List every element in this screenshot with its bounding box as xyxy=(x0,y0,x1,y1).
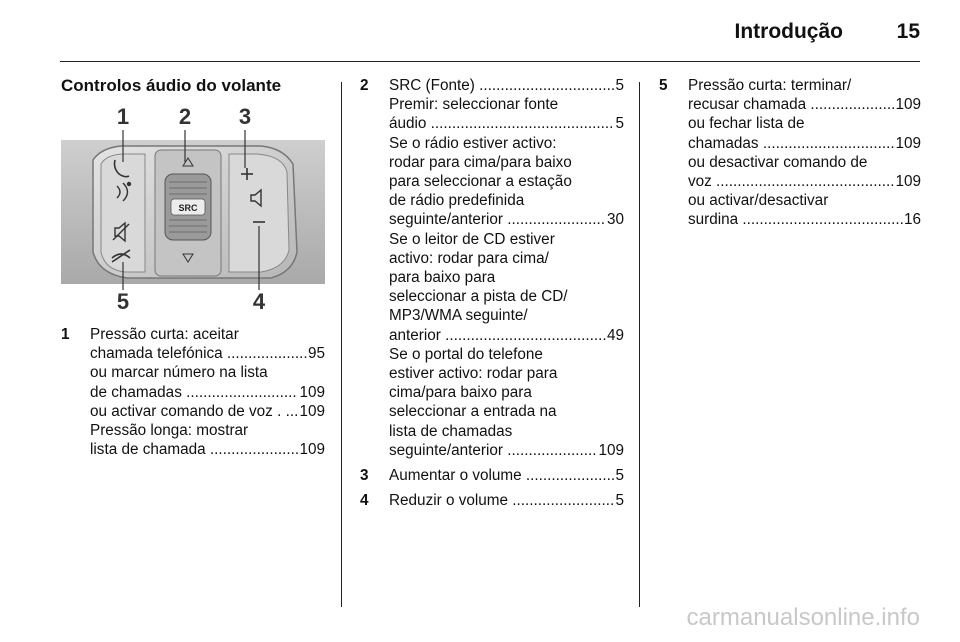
page-reference: 109 xyxy=(598,441,624,459)
legend-item-number: 5 xyxy=(659,77,668,94)
legend-line-text: Pressão curta: aceitar xyxy=(90,326,239,343)
page-reference: 109 xyxy=(299,441,325,459)
legend-item xyxy=(360,76,624,460)
legend-line-text: de rádio predefinida xyxy=(389,192,525,210)
legend-line-with-page-ref xyxy=(389,441,624,460)
legend-line-text: rodar para cima/para baixo xyxy=(389,153,572,171)
page-number: 15 xyxy=(896,20,920,43)
callout-label-5: 5 xyxy=(116,289,130,314)
legend-item xyxy=(360,491,624,510)
legend-line-text: recusar chamada ..... xyxy=(688,95,894,114)
src-button-label: SRC xyxy=(178,203,198,213)
legend-line-text: ou marcar número na lista xyxy=(90,364,268,382)
legend-line-with-page-ref xyxy=(389,466,624,485)
callout-label-4: 4 xyxy=(252,289,266,314)
legend-line-text: voz ..... xyxy=(688,172,894,191)
page-reference: 5 xyxy=(615,77,624,94)
legend-line-with-page-ref xyxy=(90,402,325,421)
page-header-title: Introdução xyxy=(734,20,843,43)
legend-item xyxy=(61,325,325,459)
legend-line-text: seguinte/anterior ..... xyxy=(389,210,606,229)
page-reference: 5 xyxy=(615,467,624,485)
legend-line-with-page-ref xyxy=(389,76,624,95)
legend-line-with-page-ref xyxy=(90,383,325,402)
callout-label-1: 1 xyxy=(116,104,130,129)
legend-line-text: para baixo para xyxy=(389,269,496,287)
legend-line-text: SRC (Fonte) ..... xyxy=(389,76,614,95)
legend-line-text: seleccionar a pista de CD/ xyxy=(389,288,568,306)
legend-line-text: Reduzir o volume ..... xyxy=(389,491,614,510)
header-rule xyxy=(60,61,920,62)
legend-line-text: seleccionar a entrada na xyxy=(389,403,557,421)
page-reference: 30 xyxy=(606,211,624,229)
legend-item-number: 2 xyxy=(360,77,369,94)
legend-line-text: chamadas ..... xyxy=(688,134,894,153)
callout-label-3: 3 xyxy=(238,104,252,129)
legend-line-with-page-ref xyxy=(389,114,624,133)
legend-line-with-page-ref xyxy=(389,491,624,510)
page-reference: 5 xyxy=(615,492,624,510)
legend-item xyxy=(360,466,624,485)
legend-line-text: Aumentar o volume ..... xyxy=(389,466,614,485)
legend-line-with-page-ref xyxy=(389,210,624,229)
legend-item xyxy=(659,76,921,230)
column-3 xyxy=(659,76,921,236)
legend-line-text: áudio ..... xyxy=(389,114,614,133)
page-reference: 109 xyxy=(895,134,921,152)
section-title: Controlos áudio do volante xyxy=(61,76,282,95)
legend-line-text: surdina ..... xyxy=(688,210,903,229)
legend-line-text: activo: rodar para cima/ xyxy=(389,249,549,267)
page-reference: 109 xyxy=(895,96,921,114)
steering-wheel-illustration xyxy=(61,102,325,316)
legend-line-text: lista de chamada ..... xyxy=(90,440,298,459)
legend-line-text: ou activar comando de voz . ..... xyxy=(90,402,298,421)
page-reference: 5 xyxy=(615,115,624,133)
page-reference: 49 xyxy=(606,326,624,344)
legend-line-text: ou desactivar comando de xyxy=(688,153,868,171)
column-divider-1 xyxy=(341,82,342,607)
watermark: carmanualsonline.info xyxy=(686,604,920,631)
legend-line-text: Se o portal do telefone xyxy=(389,345,543,363)
page-reference: 109 xyxy=(299,383,325,401)
legend-line-text: Se o leitor de CD estiver xyxy=(389,230,555,248)
legend-line-with-page-ref xyxy=(389,326,624,345)
callout-label-2: 2 xyxy=(178,104,192,129)
legend-line-text: Pressão curta: terminar/ xyxy=(688,77,852,94)
legend-line-text: chamada telefónica ..... xyxy=(90,344,307,363)
legend-line-text: Pressão longa: mostrar xyxy=(90,422,249,440)
legend-item-number: 3 xyxy=(360,467,369,485)
page-reference: 16 xyxy=(903,211,921,229)
steering-wheel-figure xyxy=(61,102,325,316)
legend-line-text: estiver activo: rodar para xyxy=(389,365,558,383)
legend-line-text: de chamadas ..... xyxy=(90,383,298,402)
column-divider-2 xyxy=(639,82,640,607)
legend-line-text: Premir: seleccionar fonte xyxy=(389,96,559,114)
legend-line-text: anterior ..... xyxy=(389,326,606,345)
legend-line-with-page-ref xyxy=(688,172,921,191)
legend-line-with-page-ref xyxy=(90,344,325,363)
legend-line-text: MP3/WMA seguinte/ xyxy=(389,307,528,325)
legend-line-text: ou fechar lista de xyxy=(688,115,805,133)
legend-line-with-page-ref xyxy=(90,440,325,459)
legend-item-number: 1 xyxy=(61,326,70,343)
page-reference: 109 xyxy=(299,402,325,420)
column-2 xyxy=(360,76,624,516)
legend-line-text: ou activar/desactivar xyxy=(688,192,829,210)
legend-line-with-page-ref xyxy=(688,210,921,229)
page-reference: 109 xyxy=(895,173,921,191)
legend-item-number: 4 xyxy=(360,492,369,510)
legend-line-with-page-ref xyxy=(688,134,921,153)
legend-line-text: lista de chamadas xyxy=(389,422,513,440)
page-reference: 95 xyxy=(307,345,325,363)
legend-line-text: cima/para baixo para xyxy=(389,384,532,402)
column-1 xyxy=(61,325,325,465)
legend-line-with-page-ref xyxy=(688,95,921,114)
legend-line-text: para seleccionar a estação xyxy=(389,173,572,191)
legend-line-text: seguinte/anterior ..... xyxy=(389,441,597,460)
legend-line-text: Se o rádio estiver activo: xyxy=(389,134,557,152)
